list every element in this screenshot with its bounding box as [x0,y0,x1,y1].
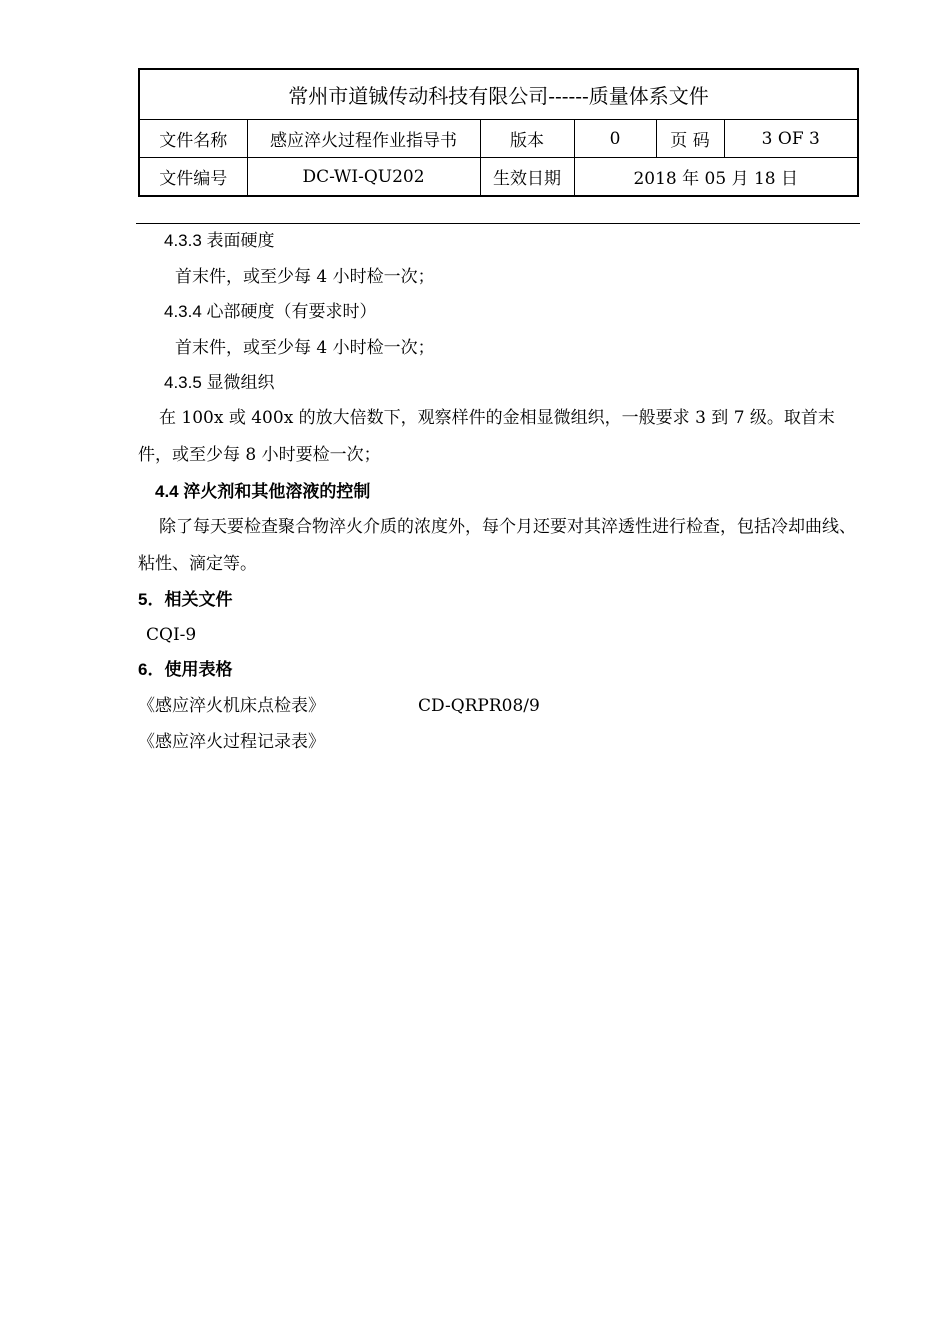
form-2-name: 《感应淬火过程记录表》 [138,732,325,752]
section-4-3-4-text: 首末件，或至少每 4 小时检一次； [175,338,435,358]
file-number-label: 文件编号 [139,158,247,197]
section-4-3-4-title: 4.3.4 心部硬度（有要求时） [164,302,377,321]
file-name-value: 感应淬火过程作业指导书 [247,120,480,158]
effective-date-value: 2018 年 05 月 18 日 [574,158,858,197]
section-5-title: 5．相关文件 [138,590,233,609]
company-title: 常州市道铖传动科技有限公司------质量体系文件 [139,69,858,120]
section-4-3-3-title: 4.3.3 表面硬度 [164,231,275,250]
version-label: 版本 [480,120,574,158]
form-1-name: 《感应淬火机床点检表》 [138,696,325,716]
file-number-value: DC-WI-QU202 [247,158,480,197]
page-value: 3 OF 3 [724,120,858,158]
section-5-item: CQI-9 [146,625,197,645]
page-label: 页 码 [656,120,724,158]
section-6-title: 6．使用表格 [138,660,233,679]
section-4-3-5-text: 在 100x 或 400x 的放大倍数下，观察样件的金相显微组织，一般要求 3 到 7 级。取首末件，或至少每 8 小时要检一次； [138,408,835,465]
version-value: 0 [574,120,656,158]
effective-date-label: 生效日期 [480,158,574,197]
document-header-table [138,68,859,197]
file-name-label: 文件名称 [139,120,247,158]
form-1-code: CD-QRPR08/9 [418,696,540,716]
header-divider [136,223,860,224]
section-4-3-3-text: 首末件，或至少每 4 小时检一次； [175,267,435,287]
section-4-4-text: 除了每天要检查聚合物淬火介质的浓度外，每个月还要对其淬透性进行检查，包括冷却曲线、粘性、滴定等。 [138,517,856,574]
section-4-4-title: 4.4 淬火剂和其他溶液的控制 [155,482,371,501]
section-4-3-5-title: 4.3.5 显微组织 [164,373,275,392]
